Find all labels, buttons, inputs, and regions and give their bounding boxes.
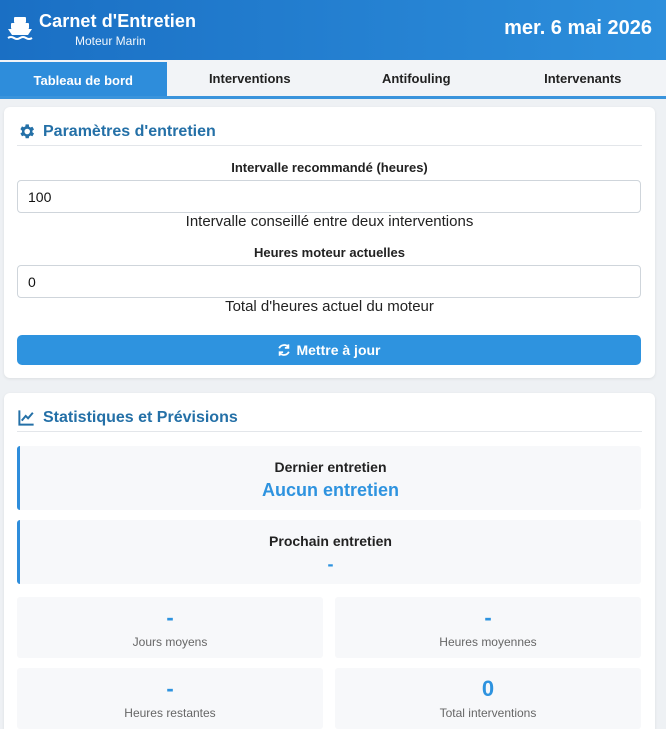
avg-days-label: Jours moyens xyxy=(132,635,208,649)
total-interventions-stat xyxy=(335,668,641,729)
gear-icon xyxy=(17,122,36,141)
last-maintenance-value: Aucun entretien xyxy=(261,480,399,500)
next-maintenance-value: - xyxy=(327,554,334,574)
update-button[interactable] xyxy=(17,335,641,365)
avg-hours-stat xyxy=(335,597,641,658)
interval-label: Intervalle recommandé (heures) xyxy=(231,160,428,175)
app-header xyxy=(0,0,666,60)
last-maintenance-box xyxy=(17,446,641,510)
app-subtitle: Moteur Marin xyxy=(75,34,146,48)
interval-hint: Intervalle conseillé entre deux interventions xyxy=(185,213,474,230)
remaining-hours-stat xyxy=(17,668,323,729)
avg-days-stat xyxy=(17,597,323,658)
stats-title: Statistiques et Prévisions xyxy=(43,408,238,426)
avg-hours-value: - xyxy=(484,605,492,630)
avg-days-value: - xyxy=(166,605,174,630)
total-interventions-value: 0 xyxy=(481,676,495,701)
tab-intervenants[interactable]: Intervenants xyxy=(544,70,622,86)
app-title: Carnet d'Entretien xyxy=(39,11,197,31)
tab-interventions[interactable]: Interventions xyxy=(208,70,291,86)
next-maintenance-title: Prochain entretien xyxy=(269,533,392,549)
tab-dashboard[interactable]: Tableau de bord xyxy=(0,62,167,96)
update-button-label: Mettre à jour xyxy=(296,342,381,358)
ship-icon xyxy=(6,14,34,42)
settings-card xyxy=(4,107,655,378)
last-maintenance-title: Dernier entretien xyxy=(274,459,387,475)
next-maintenance-box xyxy=(17,520,641,584)
chart-line-icon xyxy=(17,408,36,427)
hours-input[interactable]: 0 xyxy=(17,265,641,298)
hours-label: Heures moteur actuelles xyxy=(253,245,405,260)
interval-input[interactable]: 100 xyxy=(17,180,641,213)
total-interventions-label: Total interventions xyxy=(439,706,537,720)
stats-card xyxy=(4,393,655,729)
settings-card-header xyxy=(17,118,642,146)
hours-hint: Total d'heures actuel du moteur xyxy=(225,298,434,315)
avg-hours-label: Heures moyennes xyxy=(439,635,537,649)
current-date: mer. 6 mai 2026 xyxy=(504,17,652,39)
settings-title: Paramètres d'entretien xyxy=(43,122,216,140)
remaining-hours-label: Heures restantes xyxy=(124,706,216,720)
stats-card-header xyxy=(17,404,642,432)
remaining-hours-value: - xyxy=(166,676,174,701)
tab-bar xyxy=(0,60,666,99)
tab-antifouling[interactable]: Antifouling xyxy=(381,70,451,86)
refresh-icon xyxy=(277,343,291,357)
